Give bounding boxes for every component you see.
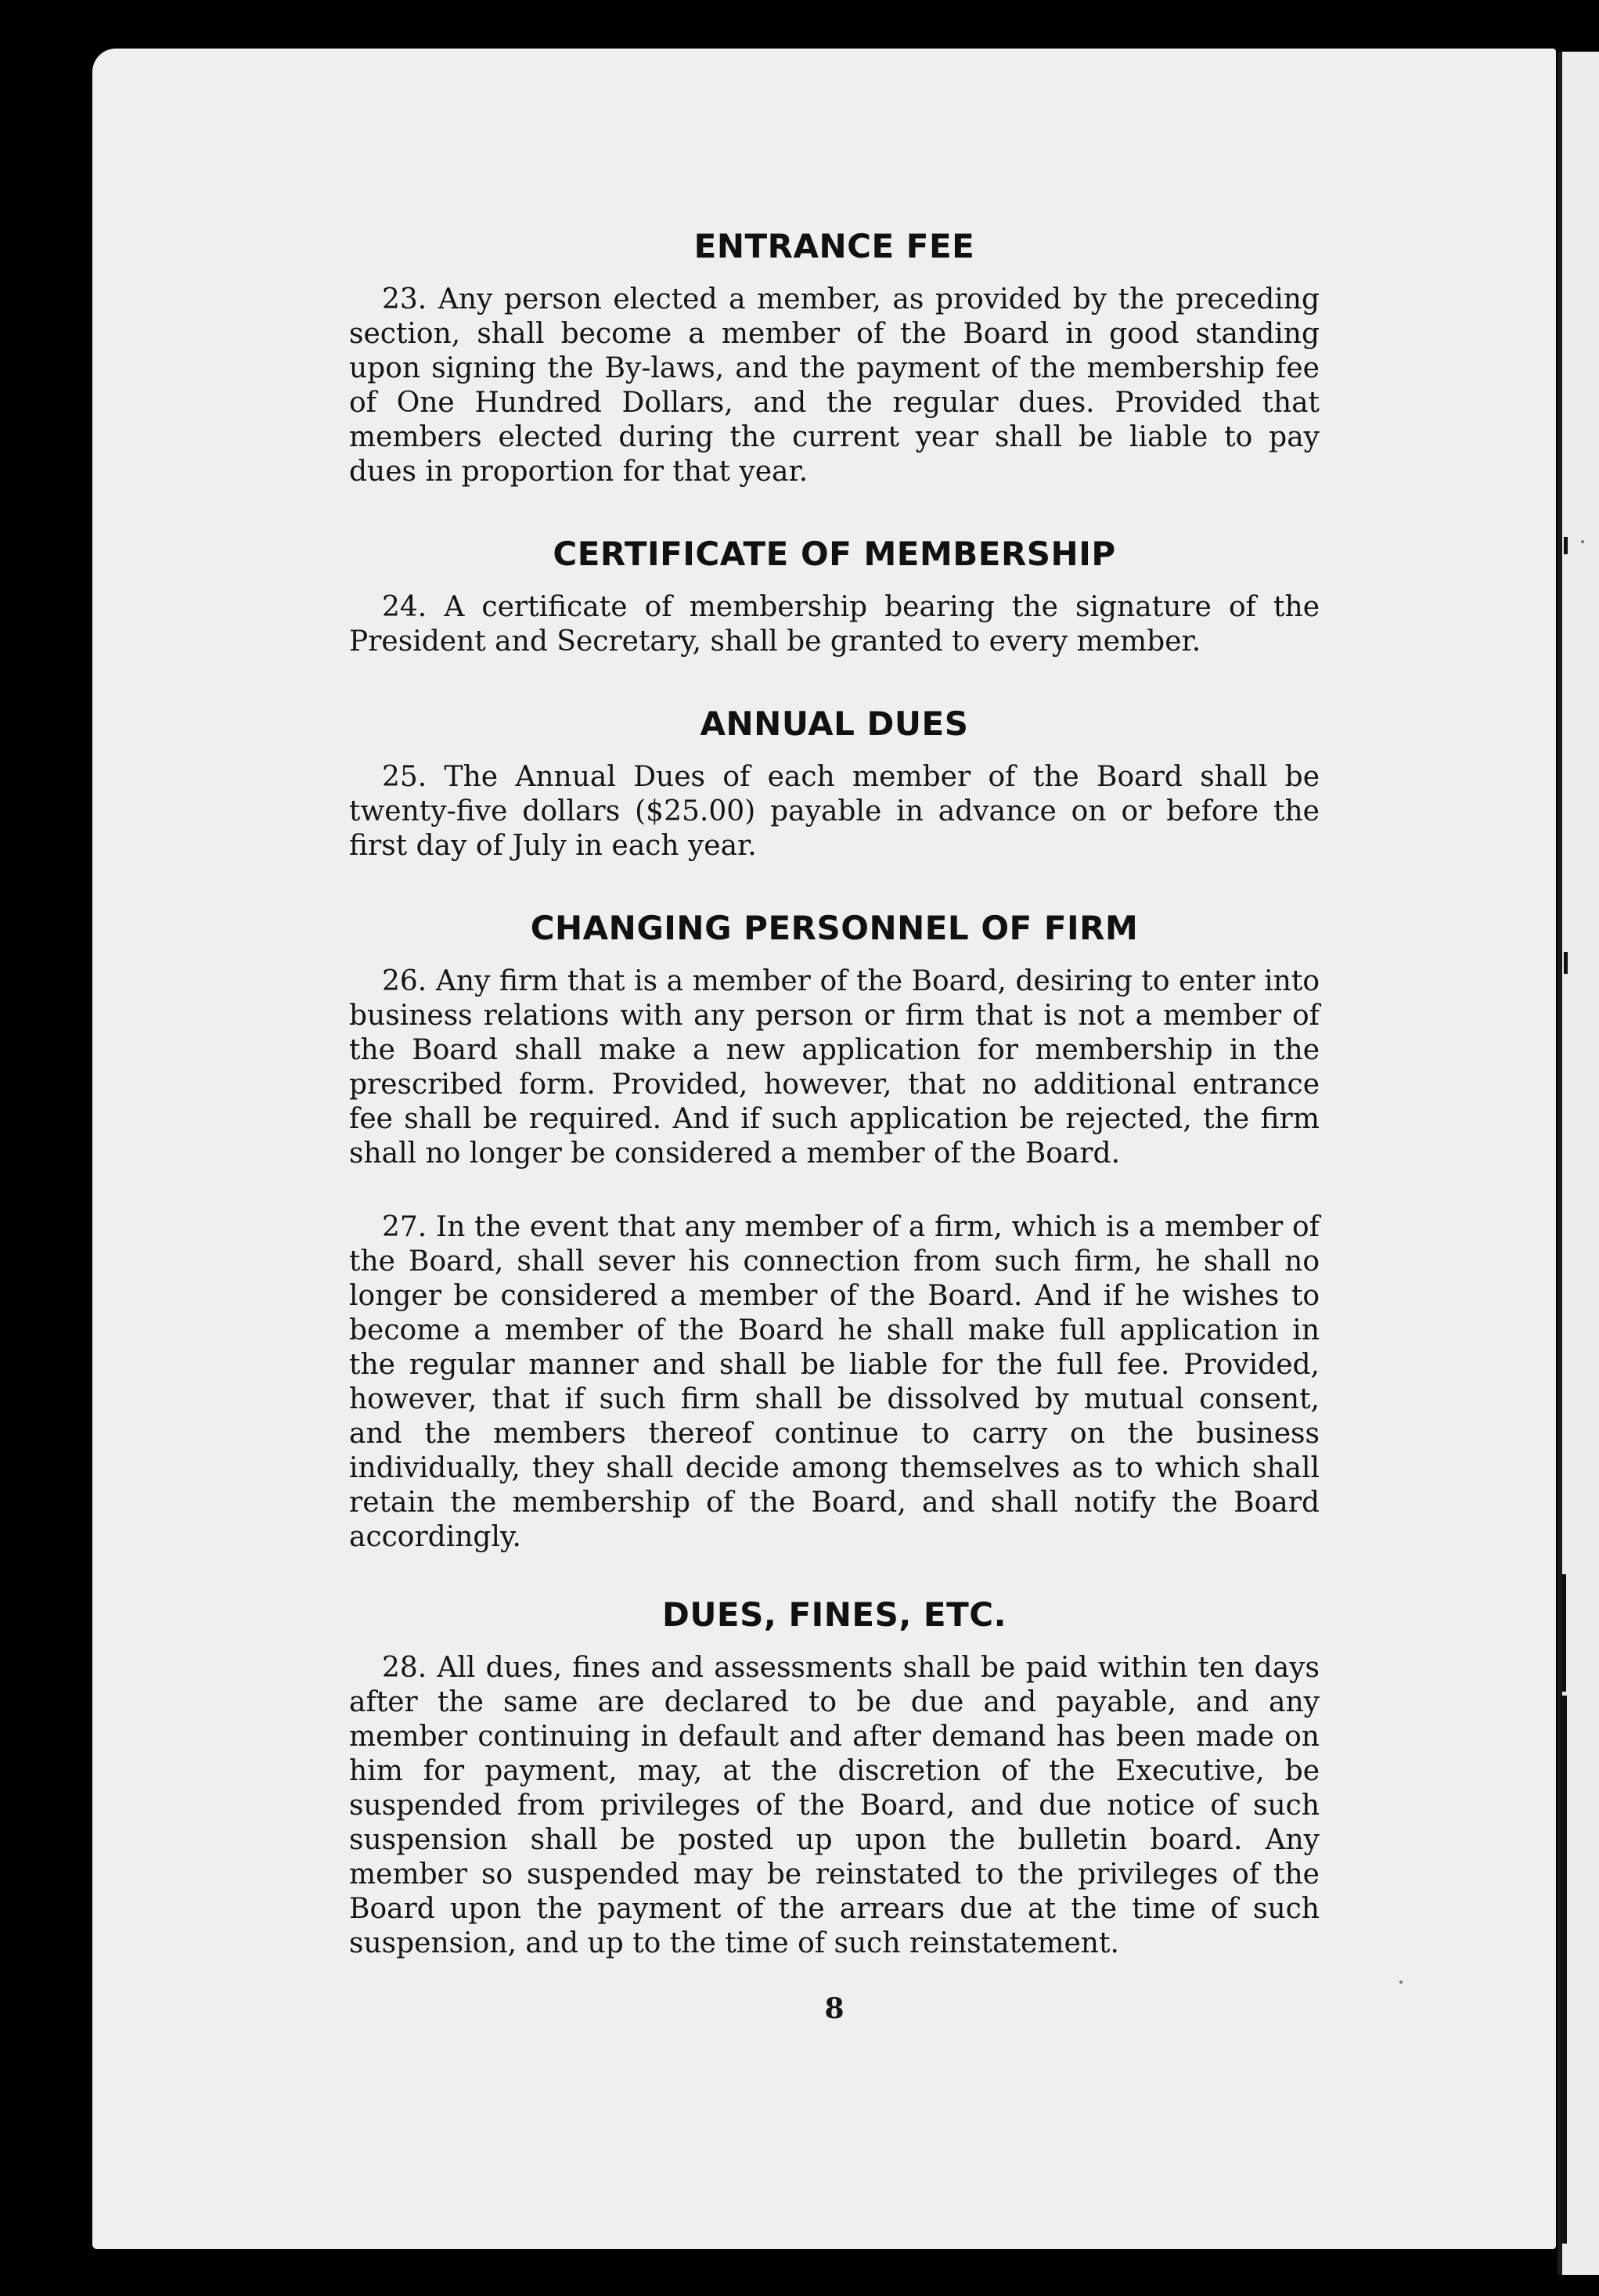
section-heading: ANNUAL DUES — [700, 705, 969, 743]
edge-shadow-strip — [1561, 1696, 1567, 2244]
section-certificate-of-membership — [349, 535, 1320, 659]
scan-speck — [1581, 540, 1584, 543]
section-heading: ENTRANCE FEE — [693, 227, 975, 265]
paragraph-26: 26. Any firm that is a member of the Board, desiring to enter into business relations with any person or firm that is not a member of the Board shall make a new application for membership in the prescribed form. Provided, however, that no additional entrance fee shall be required. And if such application be rejected, the firm shall no longer be considered a member of the Board. — [349, 965, 1320, 1170]
paragraph-27: 27. In the event that any member of a firm, which is a member of the Board, shall sever his connection from such firm, he shall no longer be considered a member of the Board. And if he wishes to become a member of the Board he shall make full application in the regular manner and shall be liable for the full fee. Provided, however, that if such firm shall be dissolved by mutual consent, and the members thereof continue to carry on the business individually, they shall decide among themselves as to which shall retain the membership of the Board, and shall notify the Board accordingly. — [349, 1211, 1320, 1553]
document-body — [349, 227, 1320, 2025]
section-heading: CERTIFICATE OF MEMBERSHIP — [553, 535, 1116, 573]
section-entrance-fee — [349, 227, 1320, 489]
edge-mark — [1564, 537, 1568, 554]
paragraph-23: 23. Any person elected a member, as provided by the preceding section, shall become a member of the Board in good standing upon signing the By-laws, and the payment of the membership fee of One Hundred Dollars, and the regular dues. Provided that members elected during the current year shall be liable to pay dues in proportion for that year. — [349, 283, 1320, 488]
page-number: 8 — [824, 1992, 845, 2025]
edge-mark — [1562, 1574, 1566, 1692]
paragraph-25: 25. The Annual Dues of each member of the Board shall be twenty-five dollars ($25.00) payable in advance on or before the first day of July in each year. — [349, 761, 1320, 862]
section-dues-fines-etc — [349, 1595, 1320, 1961]
paragraph-28: 28. All dues, fines and assessments shall be paid within ten days after the same are declared to be due and payable, and any member continuing in default and after demand has been made on him for payment, may, at the discretion of the Executive, be suspended from privileges of the Board, and due notice of such suspension shall be posted up upon the bulletin board. Any member so suspended may be reinstated to the privileges of the Board upon the payment of the arrears due at the time of such suspension, and up to the time of such reinstatement. — [349, 1652, 1320, 1959]
section-annual-dues — [349, 705, 1320, 863]
edge-mark — [1564, 952, 1568, 974]
scan-speck — [1399, 1981, 1403, 1984]
facing-page-edge — [1558, 52, 1599, 2275]
section-changing-personnel-of-firm — [349, 909, 1320, 1555]
section-heading: DUES, FINES, ETC. — [661, 1595, 1007, 1634]
paragraph-24: 24. A certificate of membership bearing the signature of the President and Secretary, shall be granted to every member. — [349, 591, 1320, 658]
section-heading: CHANGING PERSONNEL OF FIRM — [530, 909, 1139, 947]
